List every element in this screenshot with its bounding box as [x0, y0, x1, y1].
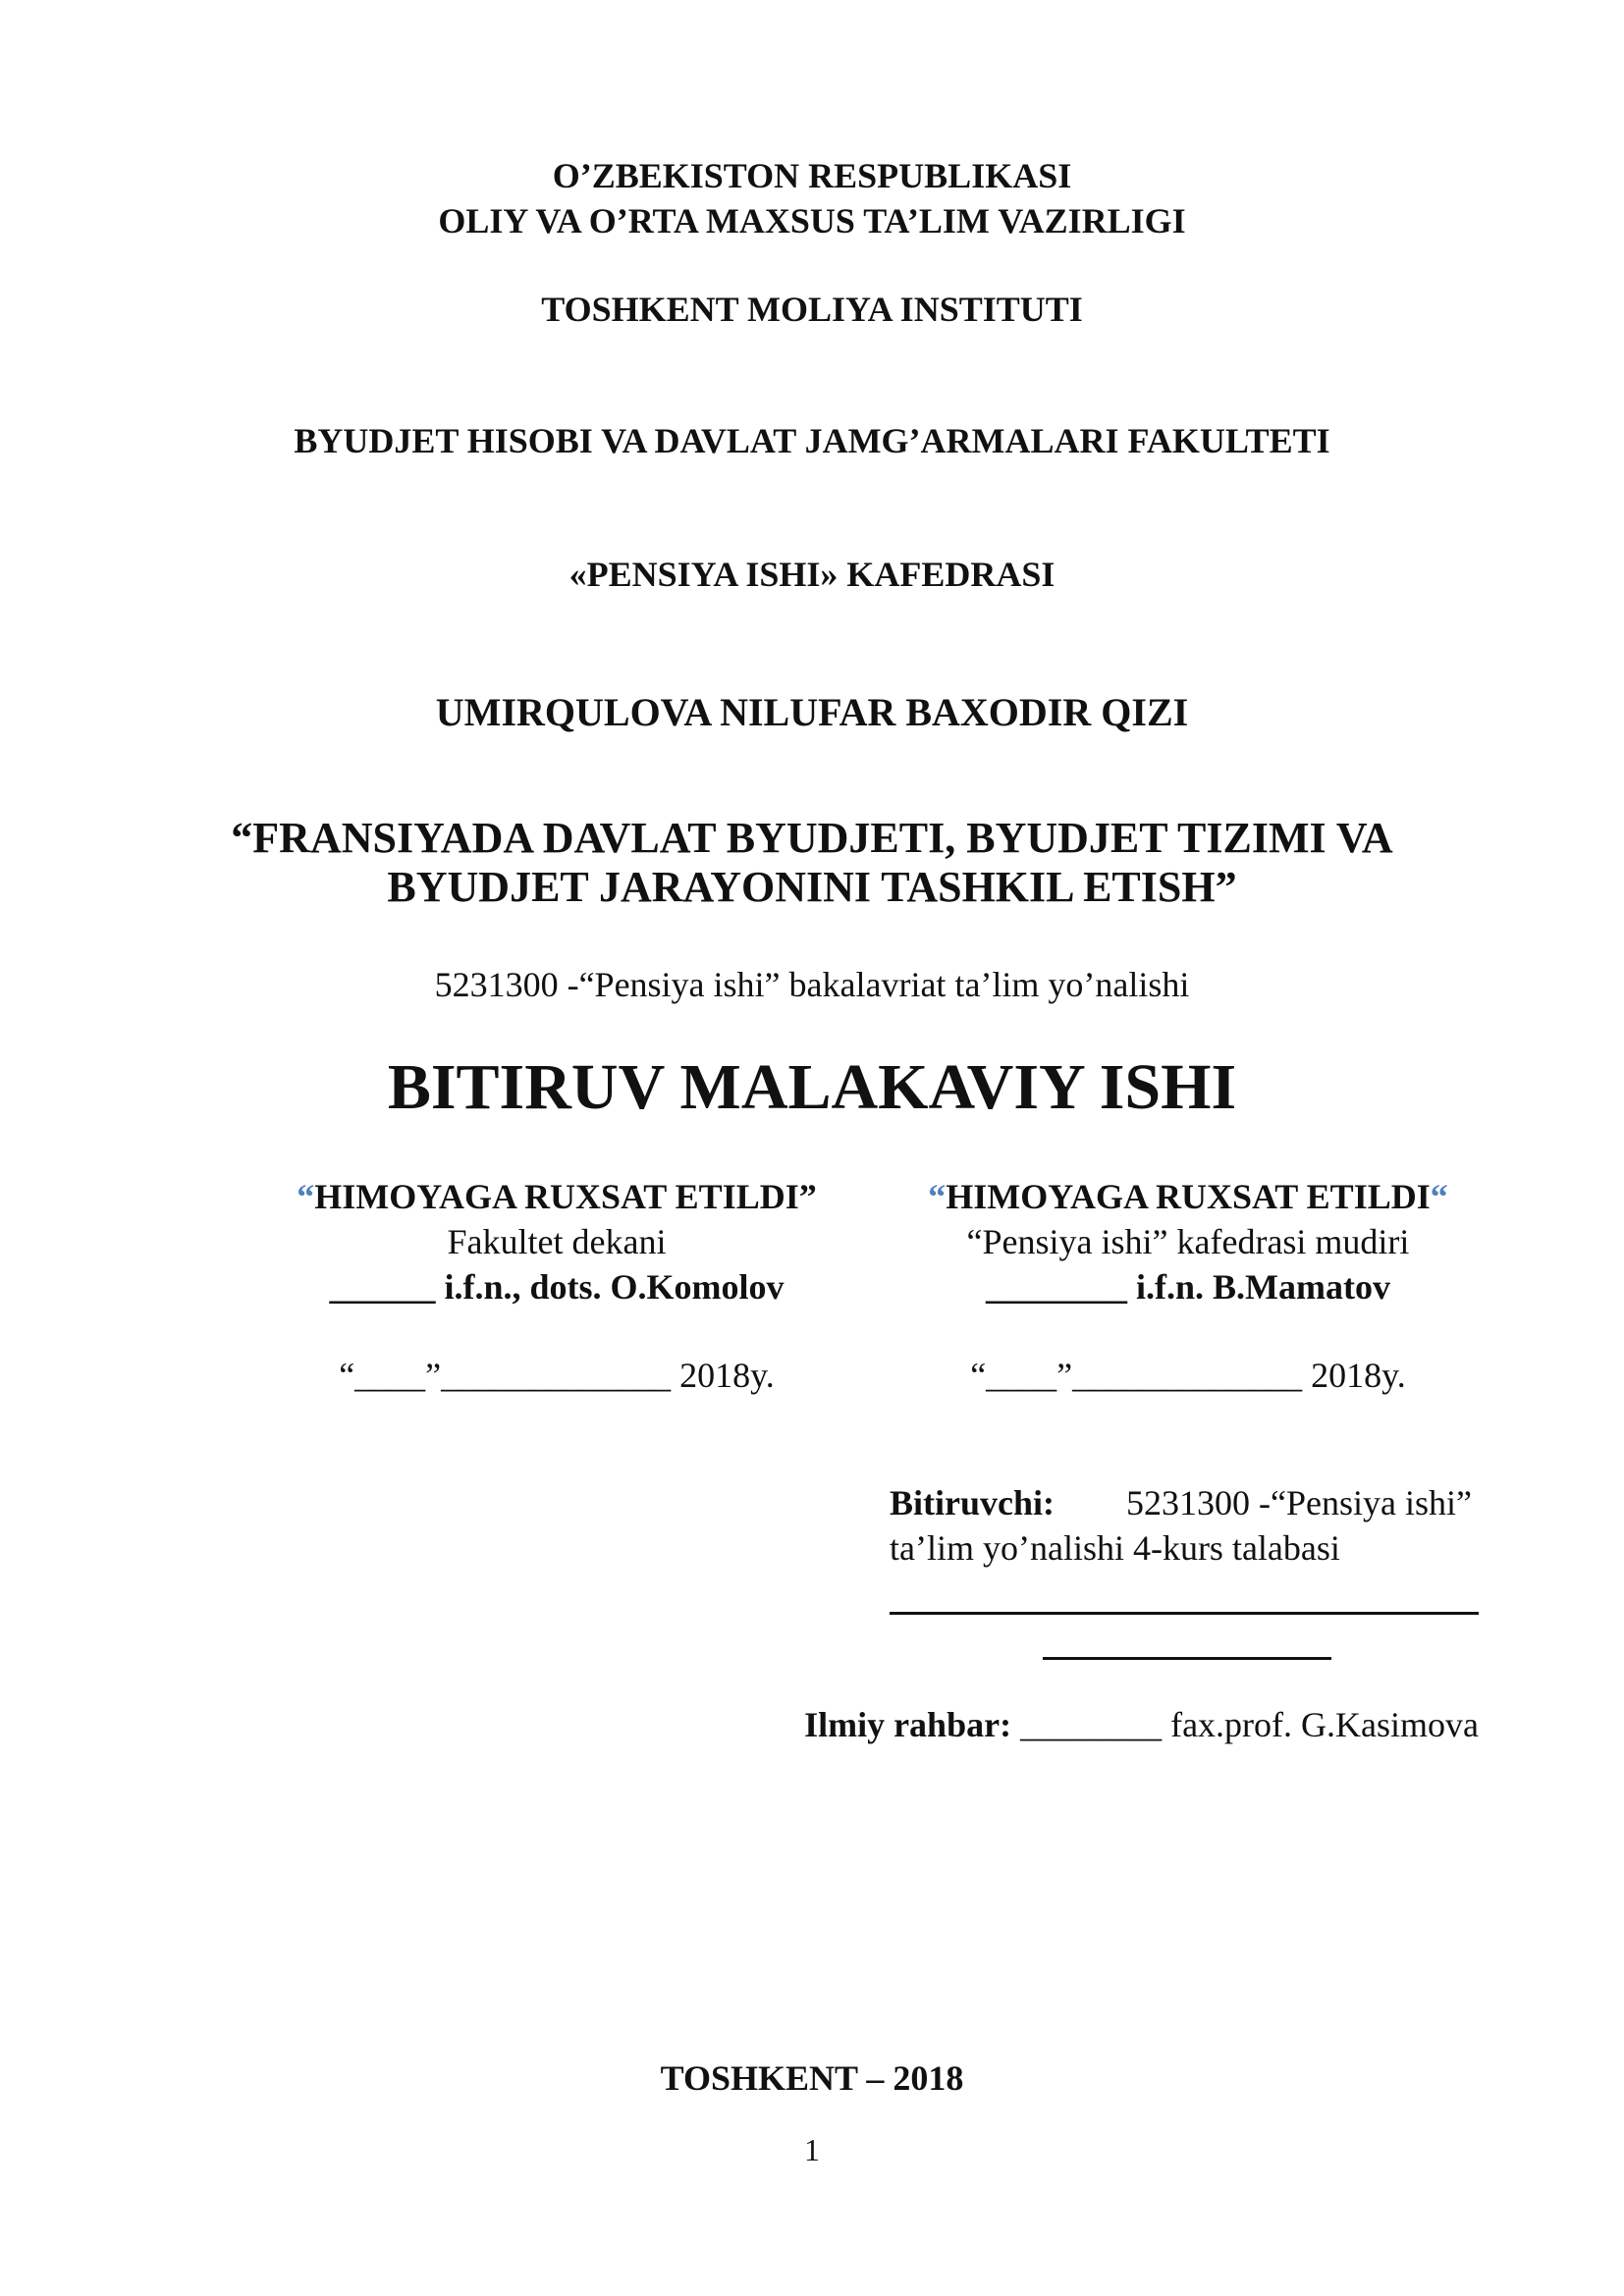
graduate-line-2: ta’lim yo’nalishi 4-kurs talabasi: [890, 1528, 1340, 1568]
work-type-heading: BITIRUV MALAKAVIY ISHI: [387, 1051, 1237, 1123]
approval-right-heading: HIMOYAGA RUXSAT ETILDI: [946, 1177, 1431, 1216]
supervisor-label: Ilmiy rahbar:: [804, 1705, 1012, 1744]
approval-left-open-quote: “: [297, 1177, 315, 1216]
author-name: UMIRQULOVA NILUFAR BAXODIR QIZI: [435, 690, 1189, 734]
approval-left-role: Fakultet dekani: [447, 1222, 667, 1261]
approval-left: [252, 1176, 861, 1217]
approval-left-heading: HIMOYAGA RUXSAT ETILDI”: [314, 1177, 817, 1216]
faculty-heading: BYUDJET HISOBI VA DAVLAT JAMG’ARMALARI FAKULTETI: [294, 421, 1330, 460]
approval-right-open-quote: “: [928, 1177, 947, 1216]
city-year: TOSHKENT – 2018: [660, 2058, 964, 2098]
approval-right-date: “____”_____________ 2018y.: [970, 1356, 1406, 1395]
republic-heading: O’ZBEKISTON RESPUBLIKASI: [552, 156, 1072, 195]
approval-left-date: “____”_____________ 2018y.: [339, 1356, 775, 1395]
program-line: 5231300 -“Pensiya ishi” bakalavriat ta’lim yo’nalishi: [434, 965, 1190, 1004]
graduate-signature-line: [890, 1612, 1479, 1615]
approval-right: [884, 1176, 1492, 1217]
graduate-line-1: [890, 1482, 1479, 1523]
approval-right-close-quote: “: [1430, 1177, 1448, 1216]
institute-heading: TOSHKENT MOLIYA INSTITUTI: [541, 290, 1083, 329]
approval-left-signer: ______ i.f.n., dots. O.Komolov: [329, 1267, 785, 1307]
department-heading: «PENSIYA ISHI» KAFEDRASI: [568, 555, 1056, 594]
graduate-label: Bitiruvchi:: [890, 1483, 1055, 1522]
ministry-heading: OLIY VA O’RTA MAXSUS TA’LIM VAZIRLIGI: [438, 201, 1186, 240]
supervisor-line: [766, 1704, 1479, 1745]
thesis-title-line-1: “FRANSIYADA DAVLAT BYUDJETI, BYUDJET TIZIMI VA: [231, 814, 1393, 862]
thesis-title-line-2: BYUDJET JARAYONINI TASHKIL ETISH”: [387, 863, 1237, 911]
graduate-program: 5231300 -“Pensiya ishi”: [1126, 1483, 1472, 1522]
page-number: 1: [804, 2132, 820, 2167]
graduate-name-line: [1043, 1657, 1331, 1660]
approval-right-role: “Pensiya ishi” kafedrasi mudiri: [966, 1222, 1410, 1261]
approval-right-signer: ________ i.f.n. B.Mamatov: [986, 1267, 1390, 1307]
supervisor-value: ________ fax.prof. G.Kasimova: [1011, 1705, 1479, 1744]
